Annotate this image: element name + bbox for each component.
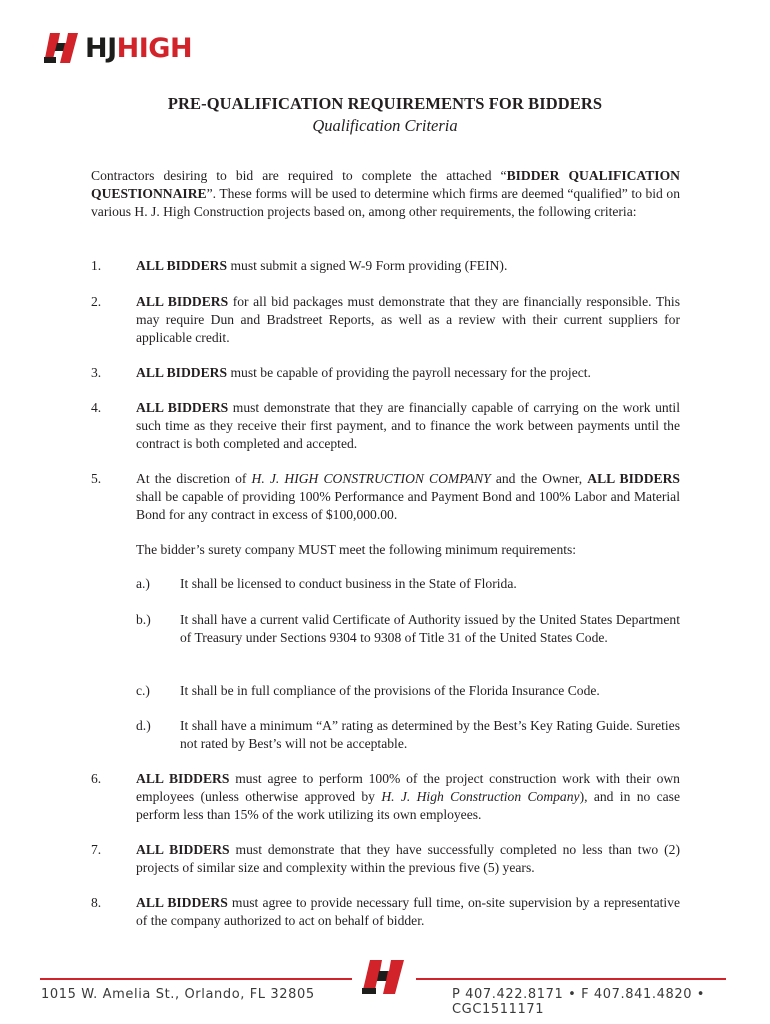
criteria-item-7 (91, 841, 680, 877)
page-subtitle: Qualification Criteria (312, 116, 458, 135)
item-italic-company: H. J. High Construction Company (381, 789, 580, 804)
item-text: and the Owner, (490, 471, 588, 486)
sub-item-text: It shall have a current valid Certificate of Authority issued by the United States Department of Treasury under Sections 9304 to 9308 of Title 31 of the United States Code. (180, 612, 680, 645)
item-number: 6. (91, 771, 102, 786)
item-text: must agree to perform 100% of the project construction work with their own employees (unless otherwise approved by (136, 771, 680, 804)
item-bold-label: ALL BIDDERS (136, 258, 228, 273)
item-bold-label: ALL BIDDERS (136, 365, 228, 380)
logo-text-hj: HJ (85, 32, 117, 64)
item-number: 3. (91, 365, 102, 380)
item-text: ), and in no case perform less than 15% of the work utilizing its own employees. (136, 789, 681, 822)
item-bold-label: ALL BIDDERS (136, 400, 229, 415)
item-text: for all bid packages must demonstrate that they are financially responsible. This may require Dun and Bradstreet Reports, as well as a review with their current suppliers for applicable credit. (136, 294, 680, 345)
item-number: 7. (91, 842, 102, 857)
item-number: 4. (91, 400, 102, 415)
item-text: must agree to provide necessary full time, on-site supervision by a representative of the company authorized to act on behalf of bidder. (136, 895, 680, 928)
footer-divider-left (40, 978, 352, 980)
footer-contact: P 407.422.8171 • F 407.841.4820 • CGC1511171 (452, 987, 706, 1017)
item-text: must demonstrate that they are financially capable of carrying on the work until such time as they receive their first payment, and to finance the work between payments until the contract is both completed and accepted. (136, 400, 680, 451)
item-text: must submit a signed W-9 Form providing (FEIN). (227, 258, 508, 273)
sub-item-text: It shall have a minimum “A” rating as determined by the Best’s Key Rating Guide. Sureties not rated by Best’s will not be acceptable. (180, 718, 680, 751)
hj-mark-icon (44, 29, 82, 67)
surety-intro: The bidder’s surety company MUST meet the following minimum requirements: (136, 542, 577, 557)
surety-item-d (136, 717, 680, 753)
item-number: 2. (91, 294, 102, 309)
item-bold-label: ALL BIDDERS (587, 471, 680, 486)
criteria-item-4 (91, 399, 680, 453)
sub-item-letter: c.) (136, 683, 150, 698)
sub-item-letter: b.) (136, 612, 151, 627)
criteria-item-5 (91, 470, 680, 524)
sub-item-letter: d.) (136, 718, 151, 733)
footer-address: 1015 W. Amelia St., Orlando, FL 32805 (41, 987, 315, 1002)
company-logo (44, 28, 192, 68)
item-bold-label: ALL BIDDERS (136, 294, 229, 309)
criteria-item-1 (91, 257, 680, 275)
item-text: must demonstrate that they have successfully completed no less than two (2) projects of similar size and complexity within the previous five (5) years. (136, 842, 680, 875)
item-number: 5. (91, 471, 102, 486)
criteria-item-6 (91, 770, 680, 824)
intro-text-1: Contractors desiring to bid are required to complete the attached “ (91, 168, 507, 183)
item-number: 8. (91, 895, 102, 910)
sub-item-text: It shall be licensed to conduct business in the State of Florida. (180, 576, 517, 591)
item-italic-company: H. J. HIGH CONSTRUCTION COMPANY (251, 471, 491, 486)
surety-item-c (136, 682, 680, 700)
intro-bold-term: BIDDER QUALIFICATION QUESTIONNAIRE (91, 168, 680, 201)
logo-text-high: HIGH (116, 32, 193, 64)
page-title: PRE-QUALIFICATION REQUIREMENTS FOR BIDDERS (167, 94, 603, 113)
footer-logo-mark (362, 958, 408, 1000)
item-bold-label: ALL BIDDERS (136, 771, 230, 786)
surety-item-b (136, 611, 680, 647)
sub-item-letter: a.) (136, 576, 150, 591)
item-text: shall be capable of providing 100% Performance and Payment Bond and 100% Labor and Material Bond for any contract in excess of $100,000.00. (136, 489, 680, 522)
item-bold-label: ALL BIDDERS (136, 842, 230, 857)
criteria-item-3 (91, 364, 680, 382)
footer-divider-right (416, 978, 726, 980)
item-bold-label: ALL BIDDERS (136, 895, 228, 910)
surety-item-a (136, 575, 680, 593)
hj-mark-icon (362, 958, 408, 996)
item-number: 1. (91, 258, 102, 273)
sub-item-text: It shall be in full compliance of the provisions of the Florida Insurance Code. (180, 683, 600, 698)
intro-paragraph (91, 167, 680, 221)
item-text: must be capable of providing the payroll necessary for the project. (227, 365, 591, 380)
criteria-item-2 (91, 293, 680, 347)
criteria-item-8 (91, 894, 680, 930)
intro-text-2: ”. These forms will be used to determine which firms are deemed “qualified” to bid on various H. J. High Construction projects based on, among other requirements, the following criteria: (91, 186, 680, 219)
logo-wordmark (85, 32, 193, 64)
item-text: At the discretion of (136, 471, 252, 486)
